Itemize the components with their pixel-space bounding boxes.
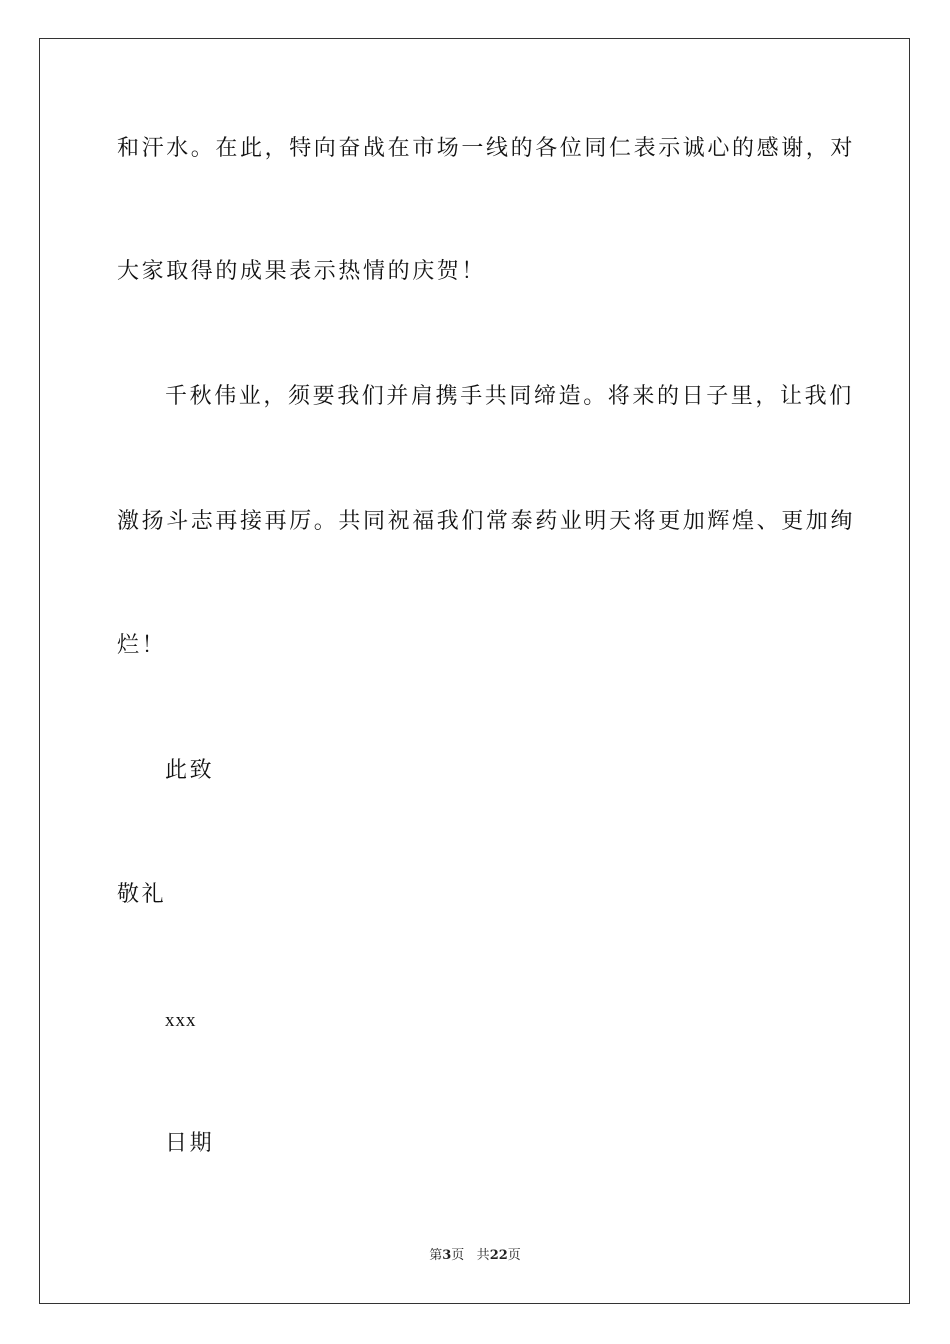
date-text: 日期 bbox=[165, 1131, 215, 1156]
page-number: 3 bbox=[442, 1248, 452, 1263]
total-prefix: 共 bbox=[476, 1248, 490, 1263]
closing-text: 此致 bbox=[165, 758, 215, 783]
total-pages: 22 bbox=[489, 1248, 508, 1263]
signature-text: xxx bbox=[165, 1010, 197, 1031]
paragraph-2-line-2: 激扬斗志再接再厉。共同祝福我们常泰药业明天将更加辉煌、更加绚 bbox=[117, 509, 856, 534]
page-footer bbox=[0, 1247, 950, 1265]
total-suffix: 页 bbox=[507, 1248, 521, 1263]
page-border bbox=[39, 38, 910, 1304]
paragraph-1-line-2: 大家取得的成果表示热情的庆贺！ bbox=[117, 259, 487, 284]
paragraph-1-line-1: 和汗水。在此，特向奋战在市场一线的各位同仁表示诚心的感谢，对 bbox=[117, 136, 856, 161]
page-suffix: 页 bbox=[451, 1248, 465, 1263]
paragraph-2-line-3: 烂！ bbox=[117, 633, 167, 658]
paragraph-2-line-1: 千秋伟业，须要我们并肩携手共同缔造。将来的日子里，让我们 bbox=[165, 384, 854, 409]
salutation-text: 敬礼 bbox=[117, 882, 167, 907]
page-prefix: 第 bbox=[429, 1248, 443, 1263]
